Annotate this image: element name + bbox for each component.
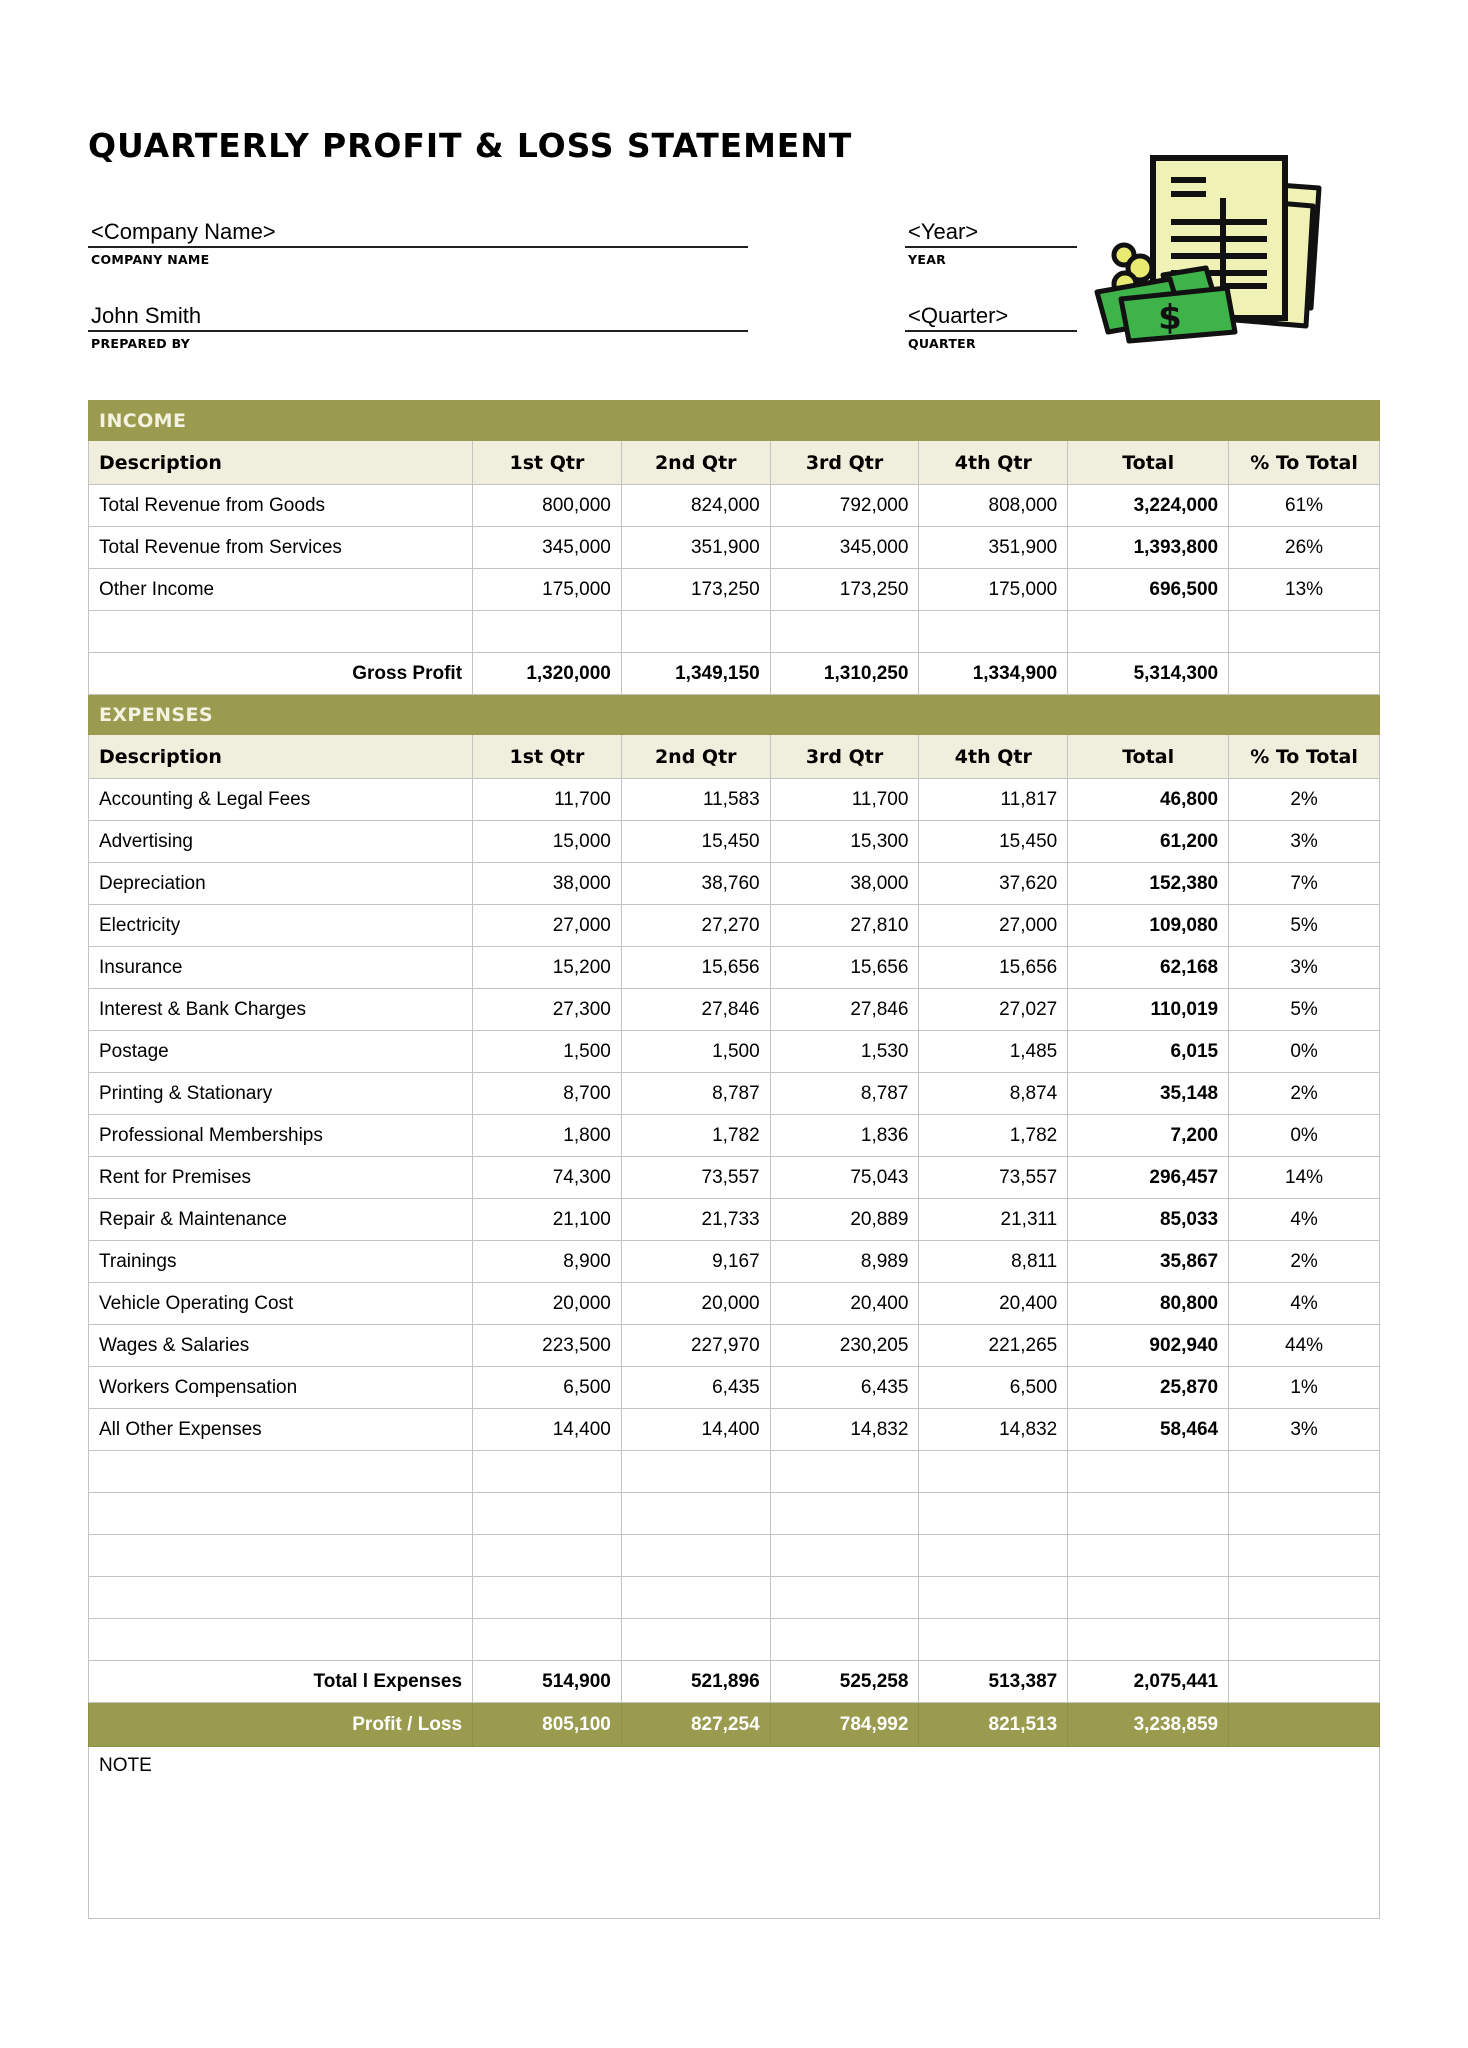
blank-cell bbox=[1229, 1451, 1380, 1493]
blank-cell bbox=[1068, 1577, 1229, 1619]
row-pct: 14% bbox=[1229, 1157, 1380, 1199]
row-pct: 61% bbox=[1229, 485, 1380, 527]
profit-loss-label: Profit / Loss bbox=[89, 1703, 473, 1747]
row-q3: 230,205 bbox=[770, 1325, 919, 1367]
total-expenses-row-q1: 514,900 bbox=[473, 1661, 622, 1703]
row-total: 110,019 bbox=[1068, 989, 1229, 1031]
gross-profit-row-q2: 1,349,150 bbox=[621, 653, 770, 695]
blank-cell bbox=[473, 611, 622, 653]
table-row[interactable] bbox=[89, 1199, 1380, 1241]
row-q2: 15,450 bbox=[621, 821, 770, 863]
row-q3: 1,836 bbox=[770, 1115, 919, 1157]
row-q4: 15,656 bbox=[919, 947, 1068, 989]
row-total: 35,148 bbox=[1068, 1073, 1229, 1115]
total-expenses-row bbox=[89, 1661, 1380, 1703]
column-header-0: Description bbox=[89, 735, 473, 779]
income-column-header-row bbox=[89, 441, 1380, 485]
row-description: Total Revenue from Goods bbox=[89, 485, 473, 527]
company-name-caption: COMPANY NAME bbox=[91, 252, 210, 267]
blank-cell bbox=[621, 611, 770, 653]
blank-cell bbox=[919, 1619, 1068, 1661]
row-q3: 75,043 bbox=[770, 1157, 919, 1199]
row-total: 58,464 bbox=[1068, 1409, 1229, 1451]
table-row[interactable] bbox=[89, 821, 1380, 863]
row-description: Other Income bbox=[89, 569, 473, 611]
total-expenses-row-pct bbox=[1229, 1661, 1380, 1703]
row-q1: 11,700 bbox=[473, 779, 622, 821]
row-q1: 8,700 bbox=[473, 1073, 622, 1115]
table-body bbox=[89, 401, 1380, 1747]
quarter-value: <Quarter> bbox=[908, 303, 1009, 328]
row-q2: 8,787 bbox=[621, 1073, 770, 1115]
row-description: Wages & Salaries bbox=[89, 1325, 473, 1367]
column-header-3: 3rd Qtr bbox=[770, 441, 919, 485]
row-description: Vehicle Operating Cost bbox=[89, 1283, 473, 1325]
row-q2: 173,250 bbox=[621, 569, 770, 611]
note-label: NOTE bbox=[99, 1755, 152, 1776]
blank-cell bbox=[621, 1451, 770, 1493]
row-q4: 37,620 bbox=[919, 863, 1068, 905]
row-description: Depreciation bbox=[89, 863, 473, 905]
profit-loss-q2: 827,254 bbox=[621, 1703, 770, 1747]
column-header-5: Total bbox=[1068, 735, 1229, 779]
row-q1: 21,100 bbox=[473, 1199, 622, 1241]
row-pct: 4% bbox=[1229, 1283, 1380, 1325]
note-box[interactable] bbox=[88, 1747, 1380, 1919]
prepared-by-caption: PREPARED BY bbox=[91, 336, 191, 351]
row-pct: 44% bbox=[1229, 1325, 1380, 1367]
table-row[interactable] bbox=[89, 1157, 1380, 1199]
year-value: <Year> bbox=[908, 219, 979, 244]
profit-loss-table-container bbox=[88, 400, 1380, 1747]
row-q3: 11,700 bbox=[770, 779, 919, 821]
row-pct: 3% bbox=[1229, 1409, 1380, 1451]
total-expenses-row-q2: 521,896 bbox=[621, 1661, 770, 1703]
row-q1: 38,000 bbox=[473, 863, 622, 905]
row-q3: 20,889 bbox=[770, 1199, 919, 1241]
invoice-and-money-illustration-icon bbox=[1075, 136, 1335, 346]
blank-cell bbox=[919, 1535, 1068, 1577]
gross-profit-row-q1: 1,320,000 bbox=[473, 653, 622, 695]
row-q4: 808,000 bbox=[919, 485, 1068, 527]
profit-loss-total: 3,238,859 bbox=[1068, 1703, 1229, 1747]
row-total: 61,200 bbox=[1068, 821, 1229, 863]
blank-cell bbox=[621, 1619, 770, 1661]
table-row[interactable] bbox=[89, 989, 1380, 1031]
row-pct: 2% bbox=[1229, 1073, 1380, 1115]
profit-loss-q3: 784,992 bbox=[770, 1703, 919, 1747]
row-pct: 3% bbox=[1229, 947, 1380, 989]
row-q1: 800,000 bbox=[473, 485, 622, 527]
expenses-column-header-row bbox=[89, 735, 1380, 779]
company-name-field[interactable] bbox=[88, 218, 748, 267]
table-row[interactable] bbox=[89, 1409, 1380, 1451]
column-header-4: 4th Qtr bbox=[919, 735, 1068, 779]
row-total: 109,080 bbox=[1068, 905, 1229, 947]
total-expenses-row-q4: 513,387 bbox=[919, 1661, 1068, 1703]
income-section-header-label: INCOME bbox=[89, 401, 1380, 441]
table-row-blank[interactable] bbox=[89, 1619, 1380, 1661]
row-total: 902,940 bbox=[1068, 1325, 1229, 1367]
row-total: 80,800 bbox=[1068, 1283, 1229, 1325]
blank-cell bbox=[770, 1451, 919, 1493]
company-name-value: <Company Name> bbox=[91, 219, 276, 244]
blank-cell bbox=[770, 1493, 919, 1535]
row-total: 35,867 bbox=[1068, 1241, 1229, 1283]
column-header-1: 1st Qtr bbox=[473, 441, 622, 485]
row-q3: 14,832 bbox=[770, 1409, 919, 1451]
blank-cell bbox=[89, 1535, 473, 1577]
row-q1: 1,800 bbox=[473, 1115, 622, 1157]
total-expenses-row-total: 2,075,441 bbox=[1068, 1661, 1229, 1703]
blank-cell bbox=[1068, 1619, 1229, 1661]
row-q4: 221,265 bbox=[919, 1325, 1068, 1367]
blank-cell bbox=[89, 1451, 473, 1493]
row-q1: 15,200 bbox=[473, 947, 622, 989]
row-q2: 11,583 bbox=[621, 779, 770, 821]
row-q3: 27,846 bbox=[770, 989, 919, 1031]
blank-cell bbox=[1068, 1451, 1229, 1493]
row-description: Professional Memberships bbox=[89, 1115, 473, 1157]
row-q4: 6,500 bbox=[919, 1367, 1068, 1409]
row-pct: 5% bbox=[1229, 989, 1380, 1031]
row-q4: 8,874 bbox=[919, 1073, 1068, 1115]
table-row[interactable] bbox=[89, 779, 1380, 821]
row-q3: 345,000 bbox=[770, 527, 919, 569]
row-q4: 27,027 bbox=[919, 989, 1068, 1031]
column-header-3: 3rd Qtr bbox=[770, 735, 919, 779]
row-q4: 11,817 bbox=[919, 779, 1068, 821]
row-description: Repair & Maintenance bbox=[89, 1199, 473, 1241]
row-q4: 1,485 bbox=[919, 1031, 1068, 1073]
row-q3: 27,810 bbox=[770, 905, 919, 947]
blank-cell bbox=[473, 1535, 622, 1577]
profit-loss-q4: 821,513 bbox=[919, 1703, 1068, 1747]
blank-cell bbox=[621, 1577, 770, 1619]
row-q2: 824,000 bbox=[621, 485, 770, 527]
row-q4: 15,450 bbox=[919, 821, 1068, 863]
blank-cell bbox=[89, 1619, 473, 1661]
row-total: 152,380 bbox=[1068, 863, 1229, 905]
row-total: 1,393,800 bbox=[1068, 527, 1229, 569]
gross-profit-row-label: Gross Profit bbox=[89, 653, 473, 695]
blank-cell bbox=[1229, 1619, 1380, 1661]
row-q2: 351,900 bbox=[621, 527, 770, 569]
row-pct: 0% bbox=[1229, 1115, 1380, 1157]
row-description: Total Revenue from Services bbox=[89, 527, 473, 569]
row-q4: 175,000 bbox=[919, 569, 1068, 611]
row-q2: 38,760 bbox=[621, 863, 770, 905]
row-description: Postage bbox=[89, 1031, 473, 1073]
row-pct: 3% bbox=[1229, 821, 1380, 863]
row-description: Insurance bbox=[89, 947, 473, 989]
gross-profit-row bbox=[89, 653, 1380, 695]
row-q3: 38,000 bbox=[770, 863, 919, 905]
row-q3: 8,989 bbox=[770, 1241, 919, 1283]
expenses-section-header bbox=[89, 695, 1380, 735]
row-q2: 15,656 bbox=[621, 947, 770, 989]
row-total: 25,870 bbox=[1068, 1367, 1229, 1409]
row-pct: 4% bbox=[1229, 1199, 1380, 1241]
row-q1: 15,000 bbox=[473, 821, 622, 863]
row-q4: 8,811 bbox=[919, 1241, 1068, 1283]
table-row-blank[interactable] bbox=[89, 611, 1380, 653]
row-description: Rent for Premises bbox=[89, 1157, 473, 1199]
row-description: Trainings bbox=[89, 1241, 473, 1283]
profit-loss-row bbox=[89, 1703, 1380, 1747]
row-pct: 2% bbox=[1229, 1241, 1380, 1283]
row-q1: 175,000 bbox=[473, 569, 622, 611]
row-q2: 20,000 bbox=[621, 1283, 770, 1325]
row-q3: 8,787 bbox=[770, 1073, 919, 1115]
row-q3: 15,656 bbox=[770, 947, 919, 989]
gross-profit-row-q3: 1,310,250 bbox=[770, 653, 919, 695]
row-q4: 351,900 bbox=[919, 527, 1068, 569]
table-row[interactable] bbox=[89, 569, 1380, 611]
row-total: 696,500 bbox=[1068, 569, 1229, 611]
blank-cell bbox=[919, 1577, 1068, 1619]
row-pct: 2% bbox=[1229, 779, 1380, 821]
row-total: 62,168 bbox=[1068, 947, 1229, 989]
blank-cell bbox=[1068, 1535, 1229, 1577]
blank-cell bbox=[473, 1493, 622, 1535]
row-q2: 1,782 bbox=[621, 1115, 770, 1157]
row-q3: 20,400 bbox=[770, 1283, 919, 1325]
row-q1: 6,500 bbox=[473, 1367, 622, 1409]
row-q3: 15,300 bbox=[770, 821, 919, 863]
row-q1: 14,400 bbox=[473, 1409, 622, 1451]
row-q2: 1,500 bbox=[621, 1031, 770, 1073]
year-caption: YEAR bbox=[908, 252, 947, 267]
row-q1: 1,500 bbox=[473, 1031, 622, 1073]
row-pct: 26% bbox=[1229, 527, 1380, 569]
blank-cell bbox=[770, 611, 919, 653]
row-q2: 14,400 bbox=[621, 1409, 770, 1451]
prepared-by-field[interactable] bbox=[88, 302, 748, 351]
row-q1: 345,000 bbox=[473, 527, 622, 569]
blank-cell bbox=[919, 1451, 1068, 1493]
row-pct: 7% bbox=[1229, 863, 1380, 905]
row-q3: 173,250 bbox=[770, 569, 919, 611]
table-row-blank[interactable] bbox=[89, 1493, 1380, 1535]
blank-cell bbox=[770, 1535, 919, 1577]
column-header-1: 1st Qtr bbox=[473, 735, 622, 779]
table-row[interactable] bbox=[89, 1283, 1380, 1325]
column-header-2: 2nd Qtr bbox=[621, 441, 770, 485]
row-total: 7,200 bbox=[1068, 1115, 1229, 1157]
svg-text:$: $ bbox=[1158, 298, 1182, 338]
table-row[interactable] bbox=[89, 947, 1380, 989]
row-total: 3,224,000 bbox=[1068, 485, 1229, 527]
blank-cell bbox=[770, 1577, 919, 1619]
row-q1: 223,500 bbox=[473, 1325, 622, 1367]
table-row-blank[interactable] bbox=[89, 1577, 1380, 1619]
page-title: QUARTERLY PROFIT & LOSS STATEMENT bbox=[88, 126, 853, 165]
column-header-5: Total bbox=[1068, 441, 1229, 485]
row-pct: 0% bbox=[1229, 1031, 1380, 1073]
row-description: Interest & Bank Charges bbox=[89, 989, 473, 1031]
row-q4: 21,311 bbox=[919, 1199, 1068, 1241]
year-field[interactable] bbox=[905, 218, 1077, 267]
blank-cell bbox=[621, 1535, 770, 1577]
row-total: 46,800 bbox=[1068, 779, 1229, 821]
table-row[interactable] bbox=[89, 905, 1380, 947]
row-q4: 27,000 bbox=[919, 905, 1068, 947]
row-q2: 27,846 bbox=[621, 989, 770, 1031]
table-row[interactable] bbox=[89, 1241, 1380, 1283]
gross-profit-row-q4: 1,334,900 bbox=[919, 653, 1068, 695]
quarter-caption: QUARTER bbox=[908, 336, 976, 351]
row-q2: 9,167 bbox=[621, 1241, 770, 1283]
total-expenses-row-label: Total l Expenses bbox=[89, 1661, 473, 1703]
blank-cell bbox=[89, 1493, 473, 1535]
blank-cell bbox=[1229, 1577, 1380, 1619]
row-description: Printing & Stationary bbox=[89, 1073, 473, 1115]
row-description: Workers Compensation bbox=[89, 1367, 473, 1409]
row-total: 85,033 bbox=[1068, 1199, 1229, 1241]
table-row[interactable] bbox=[89, 485, 1380, 527]
table-row[interactable] bbox=[89, 1031, 1380, 1073]
blank-cell bbox=[1068, 1493, 1229, 1535]
row-q2: 73,557 bbox=[621, 1157, 770, 1199]
row-description: Accounting & Legal Fees bbox=[89, 779, 473, 821]
table-row[interactable] bbox=[89, 1115, 1380, 1157]
row-total: 6,015 bbox=[1068, 1031, 1229, 1073]
row-q2: 6,435 bbox=[621, 1367, 770, 1409]
column-header-4: 4th Qtr bbox=[919, 441, 1068, 485]
row-q4: 20,400 bbox=[919, 1283, 1068, 1325]
gross-profit-row-total: 5,314,300 bbox=[1068, 653, 1229, 695]
row-q4: 14,832 bbox=[919, 1409, 1068, 1451]
row-total: 296,457 bbox=[1068, 1157, 1229, 1199]
table-row-blank[interactable] bbox=[89, 1451, 1380, 1493]
table-row[interactable] bbox=[89, 1325, 1380, 1367]
column-header-0: Description bbox=[89, 441, 473, 485]
row-q1: 27,000 bbox=[473, 905, 622, 947]
blank-cell bbox=[770, 1619, 919, 1661]
row-q1: 8,900 bbox=[473, 1241, 622, 1283]
row-q1: 20,000 bbox=[473, 1283, 622, 1325]
profit-loss-table bbox=[88, 400, 1380, 1747]
profit-loss-q1: 805,100 bbox=[473, 1703, 622, 1747]
row-pct: 13% bbox=[1229, 569, 1380, 611]
row-description: Advertising bbox=[89, 821, 473, 863]
column-header-2: 2nd Qtr bbox=[621, 735, 770, 779]
blank-cell bbox=[1229, 611, 1380, 653]
column-header-6: % To Total bbox=[1229, 735, 1380, 779]
row-q3: 1,530 bbox=[770, 1031, 919, 1073]
income-section-header bbox=[89, 401, 1380, 441]
blank-cell bbox=[89, 611, 473, 653]
table-row[interactable] bbox=[89, 863, 1380, 905]
row-q2: 21,733 bbox=[621, 1199, 770, 1241]
row-q3: 6,435 bbox=[770, 1367, 919, 1409]
row-q2: 227,970 bbox=[621, 1325, 770, 1367]
blank-cell bbox=[473, 1451, 622, 1493]
row-q1: 27,300 bbox=[473, 989, 622, 1031]
table-row[interactable] bbox=[89, 1073, 1380, 1115]
row-description: All Other Expenses bbox=[89, 1409, 473, 1451]
table-row[interactable] bbox=[89, 1367, 1380, 1409]
row-q3: 792,000 bbox=[770, 485, 919, 527]
profit-loss-pct bbox=[1229, 1703, 1380, 1747]
row-pct: 5% bbox=[1229, 905, 1380, 947]
blank-cell bbox=[621, 1493, 770, 1535]
table-row[interactable] bbox=[89, 527, 1380, 569]
blank-cell bbox=[1229, 1535, 1380, 1577]
row-q4: 73,557 bbox=[919, 1157, 1068, 1199]
blank-cell bbox=[1229, 1493, 1380, 1535]
blank-cell bbox=[473, 1577, 622, 1619]
row-description: Electricity bbox=[89, 905, 473, 947]
blank-cell bbox=[89, 1577, 473, 1619]
gross-profit-row-pct bbox=[1229, 653, 1380, 695]
quarter-field[interactable] bbox=[905, 302, 1077, 351]
blank-cell bbox=[1068, 611, 1229, 653]
blank-cell bbox=[473, 1619, 622, 1661]
row-q2: 27,270 bbox=[621, 905, 770, 947]
table-row-blank[interactable] bbox=[89, 1535, 1380, 1577]
blank-cell bbox=[919, 1493, 1068, 1535]
blank-cell bbox=[919, 611, 1068, 653]
expenses-section-header-label: EXPENSES bbox=[89, 695, 1380, 735]
prepared-by-value: John Smith bbox=[91, 303, 202, 328]
row-q1: 74,300 bbox=[473, 1157, 622, 1199]
column-header-6: % To Total bbox=[1229, 441, 1380, 485]
row-q4: 1,782 bbox=[919, 1115, 1068, 1157]
total-expenses-row-q3: 525,258 bbox=[770, 1661, 919, 1703]
row-pct: 1% bbox=[1229, 1367, 1380, 1409]
